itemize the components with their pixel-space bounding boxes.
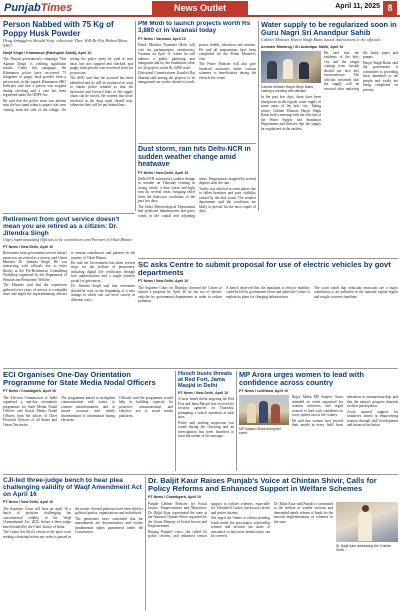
story-byline: Arvinder Manhrog / Sri Anandpur Sahib, April 10 xyxy=(261,44,344,49)
story-paragraph: He said the Government has taken several steps for the welfare of pensioners, including digital life certificates through face authentication and a single window portal for grievances. xyxy=(71,261,135,283)
story-paragraph: She urged the Centre to release pending funds under the post-matric scholarship scheme and increase the share of assistance so that more beneficiaries can be covered. xyxy=(211,516,270,539)
story-headline: ECI Organises One-Day Orientation Programme for State Media Nodal Officers xyxy=(3,371,156,388)
story-headline: Water supply to be regularized soon in Guru Nagri Sri Anandpur Sahib xyxy=(261,21,397,37)
column-rule xyxy=(175,371,176,471)
story-body xyxy=(138,177,256,218)
story-subhead: Drug Smugglers Should Stop, otherwise They Will Be Put Behind Bars: SHO xyxy=(3,38,129,49)
story-photo xyxy=(261,51,321,83)
story-byline: PT News / New Delhi, April 10 xyxy=(138,170,189,175)
story-paragraph: The Supreme Court will hear on April 16 a batch of petitions challenging the constitutional validity of the Waqf (Amendment) Act, 2025, before a three-judge bench headed by the Chief Justice of India. xyxy=(3,506,71,529)
story-paragraph: The India Meteorological Department had predicted thunderstorm and gusty winds in the capital and adjoining areas. Temperatures dropped by several degrees after the rain. xyxy=(138,176,256,218)
story-byline: PT News / Varanasi, April 10 xyxy=(138,36,186,41)
story-body xyxy=(3,507,143,539)
story-body xyxy=(138,286,398,304)
brand-right: Times xyxy=(40,2,73,14)
story-byline: Harjit Singh / Khamanon (Fatehgarh Sahib), April 10 xyxy=(3,50,92,55)
story-paragraph: The Minister said that the experience gathered over years of service is a valuable asset and urged the superannuating officers to remain contributors and partners in the journey of Viksit Bharat. xyxy=(3,251,135,297)
brand-logo xyxy=(4,2,72,14)
story-body xyxy=(292,395,398,435)
story-paragraph: He said that women have proved their mettle in every field, from education to entrepreneurship, and that the nation's progress depends on their participation. xyxy=(292,395,398,428)
story-paragraph: A hoax bomb threat targeting the Red Fort and Jama Masjid was received by security agencies on Thursday, prompting a search operation at both sites. xyxy=(178,397,234,420)
story-eci-orientation xyxy=(3,371,173,471)
row-rule xyxy=(138,143,256,144)
story-paragraph: Delhi-NCR witnessed a sudden change in weather on Thursday evening as strong winds, a dust storm and light rain hit several areas, bringing relief from the heatwave conditions of the past few days. xyxy=(138,176,195,204)
column-rule xyxy=(258,21,259,211)
story-waqf-plea xyxy=(3,477,143,610)
photo-caption: MP Sanjeev Arora during the event. xyxy=(239,427,282,436)
story-dust-storm xyxy=(138,146,256,256)
story-water-supply xyxy=(261,21,398,211)
row-rule xyxy=(3,474,398,475)
story-paragraph: Retirement from government service doesn't mean you are retired as a citizen, said Union Minister Dr. Jitendra Singh. He was interacting with officials due to retire shortly at the Pre-Retirement Counselling Workshop organised by the Department of Pension and Pensioners' Welfare. xyxy=(3,251,67,282)
story-electric-vehicles xyxy=(138,261,398,365)
story-paragraph: He said that the residents of the holy city and the sangat coming from outside should not face any inconvenience. The officials informed that the supply will be restored after replacing the faulty pipes and pumps. xyxy=(324,50,398,91)
story-headline: CJI-led three-judge bench to hear plea challenging validity of Waqf Amendment Act on April 16 xyxy=(3,477,142,499)
row-rule xyxy=(3,213,135,214)
story-paragraph: The Prime Minister will also give financial assistance under various schemes to beneficiaries during the event at the venue. xyxy=(199,62,256,80)
story-paragraph: Arora assured support for initiatives aimed at empowering women through skill development and financial inclusion. xyxy=(347,409,398,428)
story-paragraph: Divisional Commissioner Kaushal Raj Sharma said among the projects to be inaugurated are works related to roads, power, health, education and tourism. He said all preparations have been completed for the Prime Minister's visit. xyxy=(138,43,256,84)
story-poppy xyxy=(3,21,133,211)
story-paragraph: Raising Punjab's voice, she called for policy reforms and enhanced central support in welfare schemes, especially for Scheduled Castes, backward classes and senior citizens. xyxy=(148,501,270,539)
story-byline: PT News / Ludhiana, April 10 xyxy=(239,388,288,393)
story-paragraph: The SHO said that the accused has been identified and he will be produced in court to obtain police remand so that the backward and forward links of the supply chain can be traced. He warned that those involved in the drug trade should stop, otherwise they will be put behind bars. xyxy=(70,76,133,108)
story-paragraph: Dr. Jitendra Singh said that retirement should be seen as the beginning of a new innings in which one can serve society in different ways. xyxy=(71,284,135,302)
story-body xyxy=(3,396,173,427)
photo-caption: Cabinet Minister Harjot Singh Bains holding a meeting with officials. xyxy=(261,84,314,93)
story-baljit-kaur xyxy=(148,477,398,610)
story-photo xyxy=(239,395,289,425)
story-photo xyxy=(336,502,398,542)
story-paragraph: Dr. Baljit Kaur said Punjab is committed to the welfare of weaker sections and demanded timely release of funds for the smooth implementation of schemes in the state. xyxy=(274,501,333,524)
story-byline: PT News / Chandigarh, April 10 xyxy=(148,495,201,500)
story-paragraph: Prime Minister Narendra Modi will visit his parliamentary constituency Varanasi on April 11, where he will address a public gathering and inaugurate and lay the foundation stone for 44 projects worth Rs 3,880 crore. xyxy=(138,43,195,70)
story-body xyxy=(138,43,256,84)
story-byline: PT News / New Delhi, April 10 xyxy=(3,244,54,249)
section-tag: News Outlet xyxy=(152,1,248,15)
story-body xyxy=(3,251,135,302)
story-body xyxy=(3,57,133,112)
story-body xyxy=(148,502,333,552)
issue-date: April 11, 2025 xyxy=(335,3,380,10)
photo-caption: Dr. Baljit Kaur addressing the Chintan Shivir. xyxy=(336,543,391,552)
column-rule xyxy=(145,477,146,610)
story-paragraph: A bench observed that the transition to electric mobility could be led by government fleets and asked the Centre to explain its plans for charging infrastructure. xyxy=(226,285,310,299)
story-paragraph: Rajya Sabha MP Sanjeev Arora attended an event organised for women achievers and urged women to lead with confidence in every sphere across the country. xyxy=(292,395,343,418)
story-paragraph: Police said nothing suspicious was found during the checking and an investigation has been launched to trace the sender of the message. xyxy=(178,420,234,439)
story-paragraph: Punjab Cabinet Minister for Social Justice, Empowerment and Minorities, Dr. Baljit Kaur represented the state at the National Chintan Shivir organised by the Union Ministry of Social Justice and Empowerment. xyxy=(148,501,207,529)
story-paragraph: Officials said the programme would help in building capacity for proactive communication and effective use of social media platforms. xyxy=(119,395,173,418)
story-paragraph: The petitioners have contended that the amendments are discriminatory and violate fundamental rights guaranteed under the Constitution. xyxy=(75,516,143,535)
story-subhead: Urges Superannuating Officials to be contributors and Partners in Viksit Bharat xyxy=(3,237,132,243)
story-paragraph: The Punjab government's campaign 'War Against Drugs' is yielding significant results. Under this campaign, the Khamanon police have recovered 75 kilograms of poppy husk powder from a person and, in this regard, Khamanon SHO Inderjeet said that a person was stopped during checking and a case has been registered under the NDPS Act. xyxy=(3,57,66,98)
column-rule xyxy=(236,371,237,471)
story-paragraph: The court noted that vehicular emissions are a major contributor to air pollution in the national capital region and sought concrete timelines. xyxy=(314,285,398,299)
story-paragraph: Harjot Singh Bains said the government is committed to providing basic amenities to the people and works are being completed on priority. xyxy=(363,60,398,92)
row-rule xyxy=(138,258,398,259)
story-headline: Retirement from govt service doesn't mean you are retired as a citizen: Dr. Jitendra Singh xyxy=(3,216,120,238)
story-byline: PT News / New Delhi, April 10 xyxy=(178,391,229,396)
story-paragraph: The programme aimed to strengthen communication with voters, to counter misinformation, and to ensure accurate and timely dissemination of information during elections. xyxy=(61,395,115,423)
story-headline: Hooch busts threats at Red Fort, Jama Masjid in Delhi xyxy=(178,371,233,390)
masthead xyxy=(0,0,400,17)
brand-left: Punjab xyxy=(4,2,41,14)
story-subhead: Cabinet Minister Harjot Singh Bains issued instructions to the officials xyxy=(261,36,381,42)
story-byline: PT News / Chandigarh, April 10 xyxy=(3,389,56,394)
story-paragraph: The Election Commission of India organised a one-day orientation programme for State Media Nodal Officers and Social Media Nodal Officers from the offices of Chief Electoral Officers of all States and Union Territories. xyxy=(3,395,57,427)
row-rule xyxy=(3,368,398,369)
column-rule xyxy=(135,21,136,211)
story-mp-arora xyxy=(239,371,398,471)
page-number: 8 xyxy=(383,1,397,15)
story-paragraph: In the past few days, there have been disruptions in the regular water supply in some areas of the holy city. Taking notice, Cabinet Minister Harjot Singh Bains held a meeting with the officials of the Water Supply and Sanitation Department and directed that the supply be regularized at the earliest. xyxy=(261,95,321,131)
story-paragraph: He said that the police team was present near the bus stand when a suspect was seen coming from the side of the village. On seeing the police party he tried to turn back, but was stopped and checked, and poppy husk powder was recovered from his possession. xyxy=(3,57,133,112)
story-headline: SC asks Centre to submit proposal for use of electric vehicles by govt departments xyxy=(138,261,391,278)
story-headline: Person Nabbed with 75 Kg of Poppy Husk Powder xyxy=(3,21,114,38)
story-body xyxy=(178,397,234,438)
story-pm-varanasi xyxy=(138,21,256,141)
story-headline: PM Modi to launch projects worth Rs 3,880 cr in Varanasi today xyxy=(138,21,251,34)
story-headline: MP Arora urges women to lead with confidence across country xyxy=(239,371,364,387)
story-headline: Dust storm, rain hits Delhi-NCR in sudden weather change amid heatwave xyxy=(138,146,251,169)
story-hoax-threats xyxy=(178,371,234,471)
story-byline: PT News / New Delhi, April 10 xyxy=(138,279,189,284)
story-headline: Dr. Baljit Kaur Raises Punjab's Voice at Chintan Shivir, Calls for Policy Reforms and Enhanced Support in Welfare Schemes xyxy=(148,477,377,494)
story-paragraph: The Supreme Court on Thursday directed the Centre to submit a proposal by April 30 for the use of electric vehicles by government departments in order to reduce pollution. xyxy=(138,285,222,304)
story-body xyxy=(324,51,398,131)
story-retirement xyxy=(3,216,135,366)
story-paragraph: Traffic was affected in some places due to fallen branches and poor visibility caused by the dust storm. The weather department said the conditions are likely to prevail for the next couple of days. xyxy=(199,186,256,214)
story-byline: PT News / New Delhi, April 10 xyxy=(3,500,54,505)
story-paragraph: The Centre has filed a caveat in the apex court seeking a hearing before any order is passed in the matter. Several petitions have been filed by political parties, organisations and individuals. xyxy=(3,506,143,539)
